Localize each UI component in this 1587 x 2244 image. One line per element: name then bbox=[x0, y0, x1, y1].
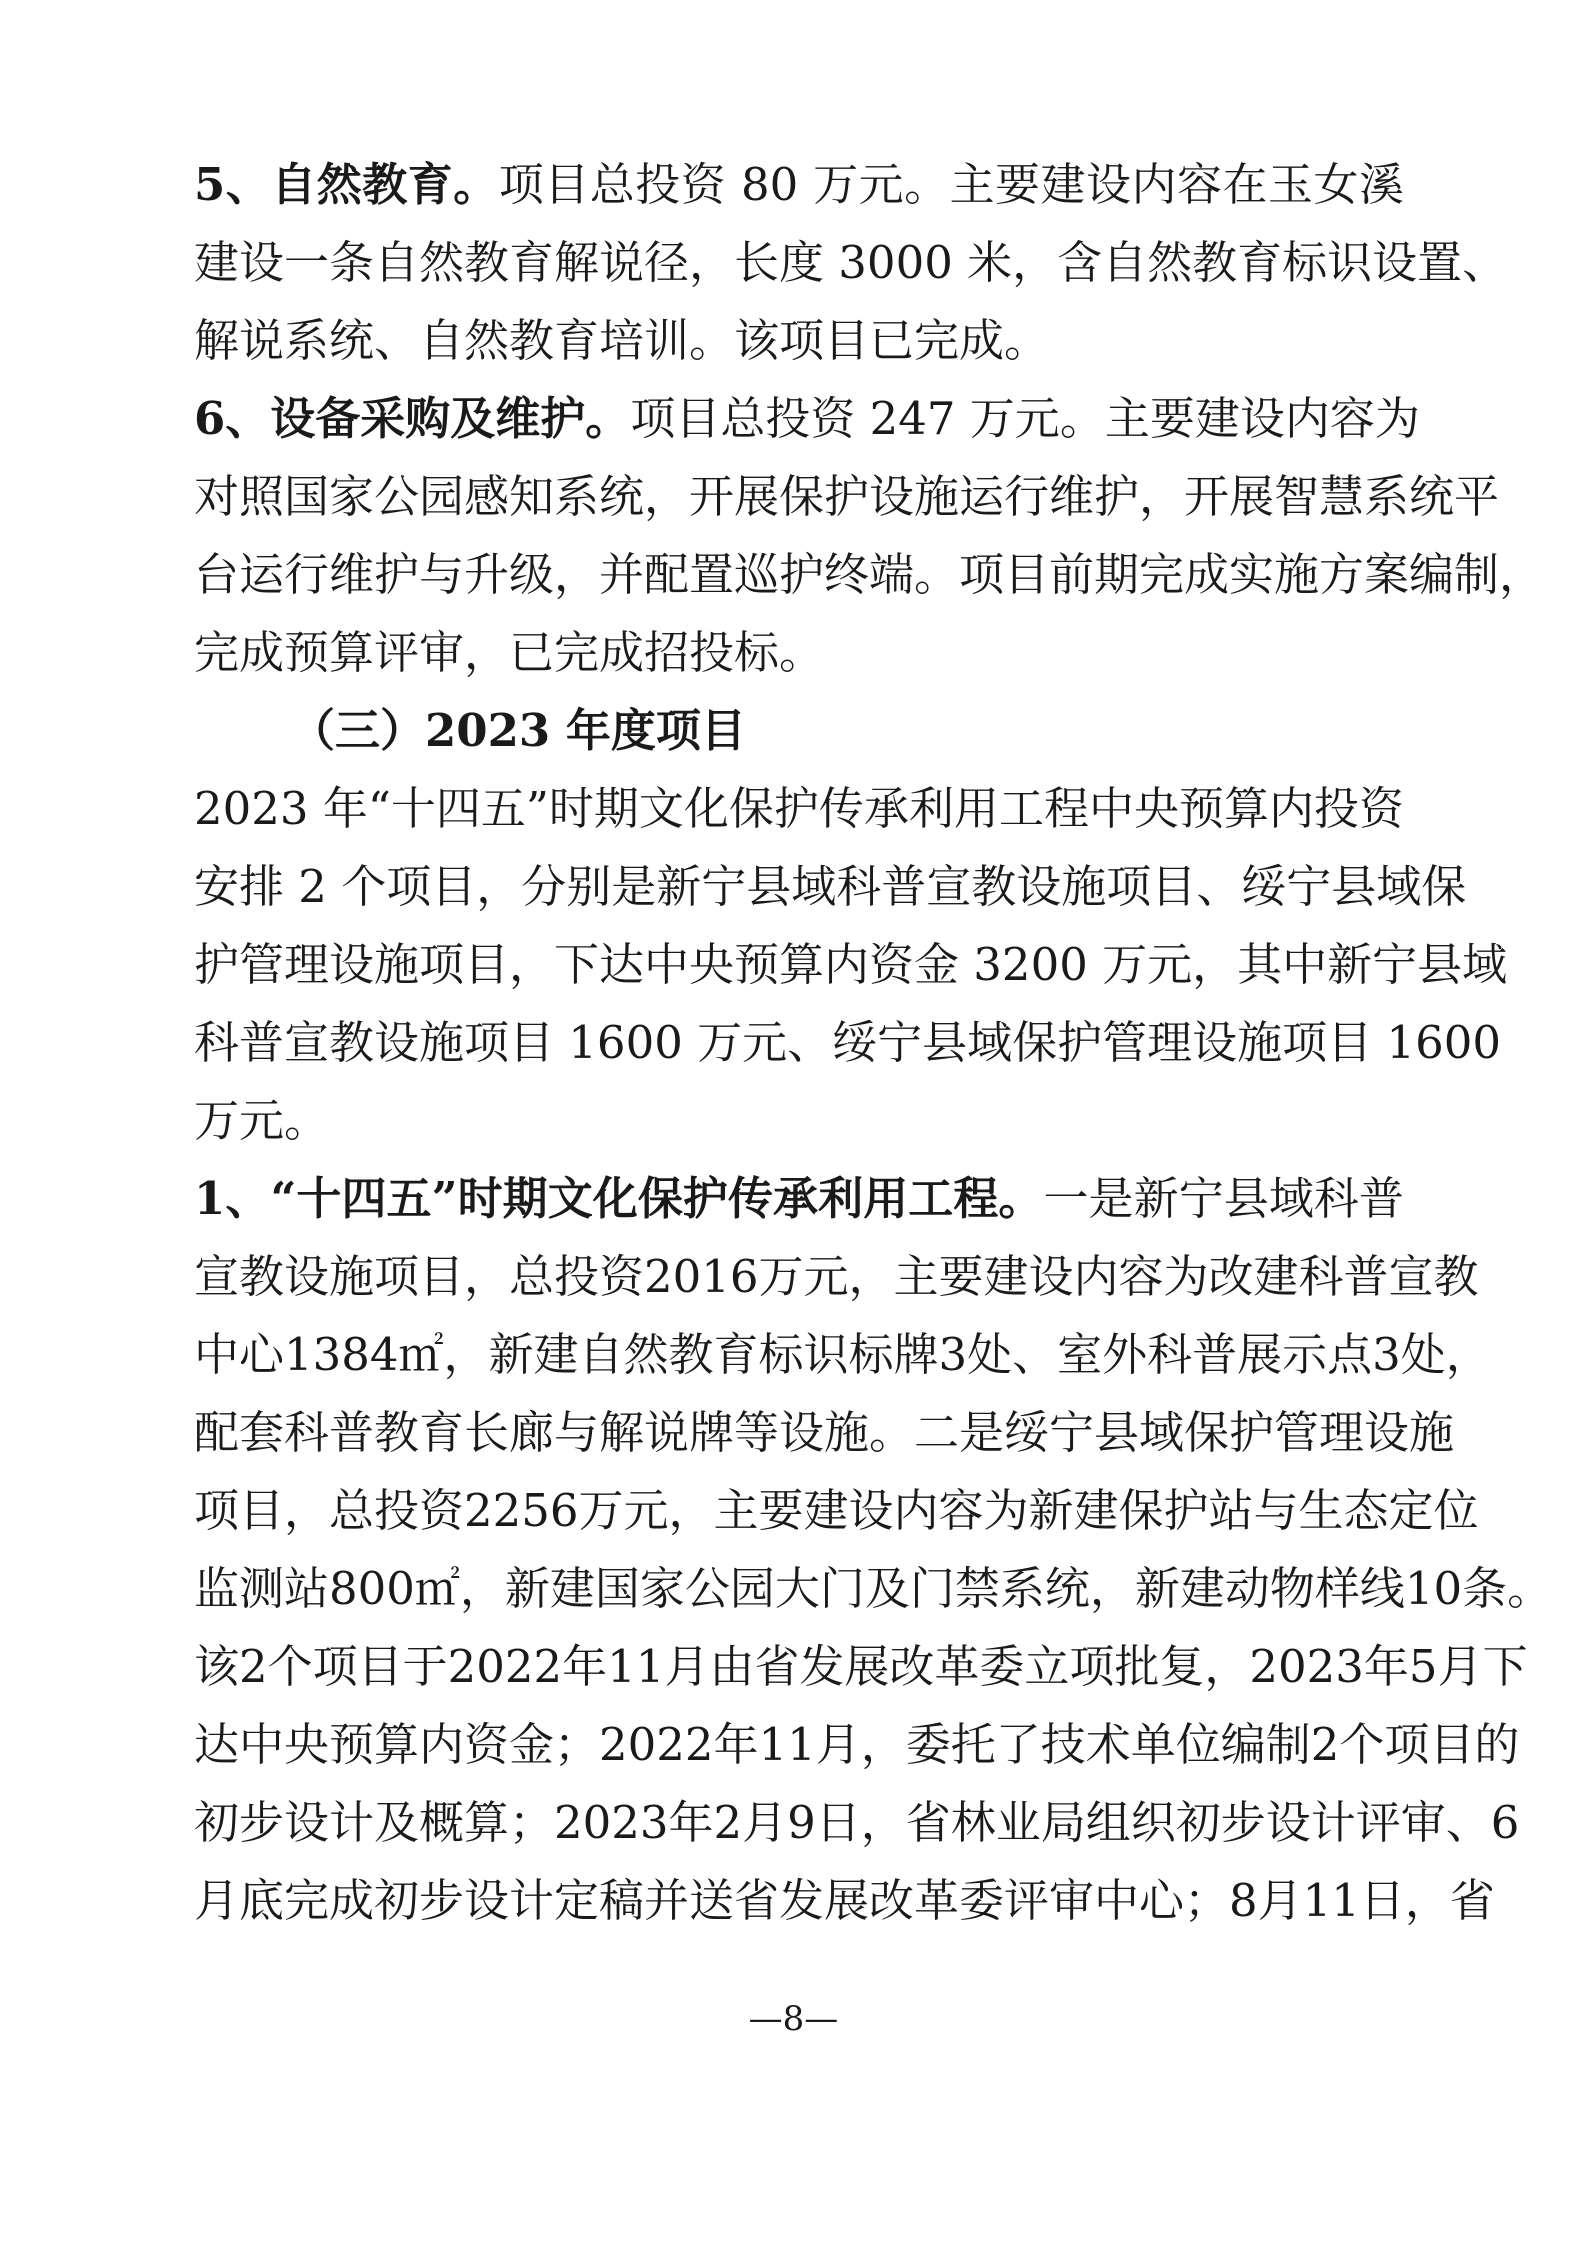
p5-heading: 5、自然教育。 bbox=[194, 158, 499, 211]
p1-line-4: 配套科普教育长廊与解说牌等设施。二是绥宁县域保护管理设施 bbox=[194, 1406, 1455, 1459]
p1-line-10: 月底完成初步设计定稿并送省发展改革委评审中心；8月11日，省 bbox=[194, 1874, 1495, 1927]
page-number: —8— bbox=[748, 1999, 839, 2039]
p1-line-7: 该2个项目于2022年11月由省发展改革委立项批复，2023年5月下 bbox=[194, 1640, 1528, 1693]
p1-text: 一是新宁县域科普 bbox=[1043, 1172, 1404, 1225]
p1-heading: 1、“十四五”时期文化保护传承利用工程。 bbox=[194, 1172, 1044, 1225]
p1-line-9: 初步设计及概算；2023年2月9日，省林业局组织初步设计评审、6 bbox=[194, 1796, 1520, 1849]
p1-line-1 bbox=[194, 1172, 1404, 1225]
section-heading: （三）2023 年度项目 bbox=[290, 704, 746, 757]
intro-line-3: 护管理设施项目，下达中央预算内资金 3200 万元，其中新宁县域 bbox=[194, 938, 1508, 991]
intro-line-1: 2023 年“十四五”时期文化保护传承利用工程中央预算内投资 bbox=[194, 782, 1404, 835]
p5-line-1 bbox=[194, 158, 1404, 211]
p1-line-6: 监测站800㎡，新建国家公园大门及门禁系统，新建动物样线10条。 bbox=[194, 1562, 1553, 1615]
p5-line-3: 解说系统、自然教育培训。该项目已完成。 bbox=[194, 314, 1050, 367]
p5-text: 项目总投资 80 万元。主要建设内容在玉女溪 bbox=[498, 158, 1404, 211]
intro-line-2: 安排 2 个项目，分别是新宁县域科普宣教设施项目、绥宁县域保 bbox=[194, 860, 1467, 913]
p1-line-5: 项目，总投资2256万元，主要建设内容为新建保护站与生态定位 bbox=[194, 1484, 1479, 1537]
p6-text: 项目总投资 247 万元。主要建设内容为 bbox=[630, 392, 1420, 445]
p1-line-8: 达中央预算内资金；2022年11月，委托了技术单位编制2个项目的 bbox=[194, 1718, 1520, 1771]
p6-line-3: 台运行维护与升级，并配置巡护终端。项目前期完成实施方案编制， bbox=[194, 548, 1545, 601]
p6-line-2: 对照国家公园感知系统，开展保护设施运行维护，开展智慧系统平 bbox=[194, 470, 1500, 523]
p5-line-2: 建设一条自然教育解说径，长度 3000 米，含自然教育标识设置、 bbox=[194, 236, 1508, 289]
p6-heading: 6、设备采购及维护。 bbox=[194, 392, 631, 445]
p1-line-3: 中心1384㎡，新建自然教育标识标牌3处、室外科普展示点3处， bbox=[194, 1328, 1491, 1381]
p6-line-4: 完成预算评审，已完成招投标。 bbox=[194, 626, 825, 679]
intro-line-4: 科普宣教设施项目 1600 万元、绥宁县域保护管理设施项目 1600 bbox=[194, 1016, 1501, 1069]
p1-line-2: 宣教设施项目，总投资2016万元，主要建设内容为改建科普宣教 bbox=[194, 1250, 1479, 1303]
p6-line-1 bbox=[194, 392, 1420, 445]
intro-line-5: 万元。 bbox=[194, 1094, 330, 1147]
